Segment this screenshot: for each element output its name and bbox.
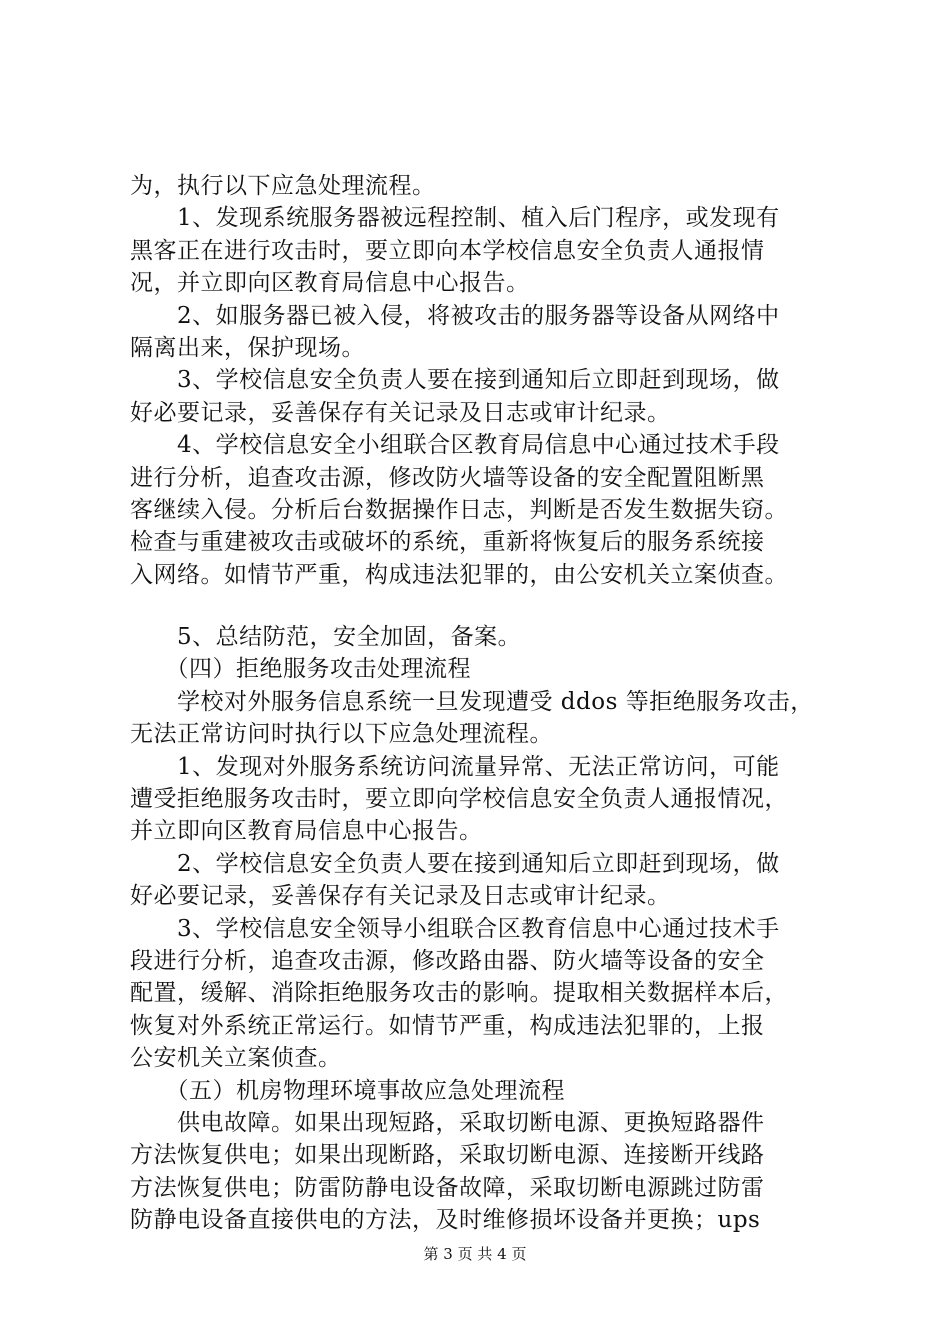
document-body bbox=[130, 170, 830, 1237]
text-line: 公安机关立案侦查。 bbox=[130, 1045, 342, 1072]
page-footer: 第 3 页 共 4 页 bbox=[423, 1245, 527, 1263]
text-line: 5、总结防范，安全加固，备案。 bbox=[130, 624, 522, 651]
text-line: 为，执行以下应急处理流程。 bbox=[130, 173, 436, 199]
text-line: 恢复对外系统正常运行。如情节严重，构成违法犯罪的，上报 bbox=[130, 1012, 765, 1039]
text-line: 2、如服务器已被入侵，将被攻击的服务器等设备从网络中 bbox=[130, 302, 780, 329]
text-line: 进行分析，追查攻击源，修改防火墙等设备的安全配置阻断黑 bbox=[130, 464, 765, 491]
text-line: 方法恢复供电；如果出现断路，采取切断电源、连接断开线路 bbox=[130, 1142, 765, 1169]
text-line: 防静电设备直接供电的方法，及时维修损坏设备并更换；ups bbox=[130, 1207, 761, 1234]
text-line: 供电故障。如果出现短路，采取切断电源、更换短路器件 bbox=[130, 1109, 765, 1136]
text-line: 配置，缓解、消除拒绝服务攻击的影响。提取相关数据样本后， bbox=[130, 980, 788, 1007]
text-line: （五）机房物理环境事故应急处理流程 bbox=[130, 1077, 565, 1104]
text-line: 1、发现对外服务系统访问流量异常、无法正常访问，可能 bbox=[130, 753, 780, 780]
text-line: 检查与重建被攻击或破坏的系统，重新将恢复后的服务系统接 bbox=[130, 529, 765, 556]
text-line: 隔离出来，保护现场。 bbox=[130, 334, 365, 361]
text-line: 好必要记录，妥善保存有关记录及日志或审计纪录。 bbox=[130, 399, 671, 426]
text-block-top bbox=[130, 170, 830, 591]
text-line: （四）拒绝服务攻击处理流程 bbox=[130, 656, 471, 683]
text-line: 况，并立即向区教育局信息中心报告。 bbox=[130, 270, 530, 297]
text-line: 段进行分析，追查攻击源，修改路由器、防火墙等设备的安全 bbox=[130, 947, 765, 974]
text-line: 1、发现系统服务器被远程控制、植入后门程序，或发现有 bbox=[130, 205, 780, 232]
text-line: 并立即向区教育局信息中心报告。 bbox=[130, 818, 483, 845]
text-line: 遭受拒绝服务攻击时，要立即向学校信息安全负责人通报情况， bbox=[130, 786, 788, 813]
text-line: 入网络。如情节严重，构成违法犯罪的，由公安机关立案侦查。 bbox=[130, 561, 788, 588]
text-line: 好必要记录，妥善保存有关记录及日志或审计纪录。 bbox=[130, 883, 671, 910]
paragraph-gap bbox=[130, 591, 830, 621]
text-line: 黑客正在进行攻击时，要立即向本学校信息安全负责人通报情 bbox=[130, 237, 765, 264]
text-line: 无法正常访问时执行以下应急处理流程。 bbox=[130, 721, 553, 748]
text-line: 客继续入侵。分析后台数据操作日志，判断是否发生数据失窃。 bbox=[130, 496, 788, 523]
text-line: 3、学校信息安全负责人要在接到通知后立即赶到现场，做 bbox=[130, 367, 780, 394]
text-line: 4、学校信息安全小组联合区教育局信息中心通过技术手段 bbox=[130, 432, 780, 459]
text-block-bottom bbox=[130, 621, 830, 1236]
text-line: 方法恢复供电；防雷防静电设备故障，采取切断电源跳过防雷 bbox=[130, 1174, 765, 1201]
text-line: 2、学校信息安全负责人要在接到通知后立即赶到现场，做 bbox=[130, 850, 780, 877]
text-line: 学校对外服务信息系统一旦发现遭受 ddos 等拒绝服务攻击， bbox=[130, 688, 814, 715]
text-line: 3、学校信息安全领导小组联合区教育信息中心通过技术手 bbox=[130, 915, 780, 942]
